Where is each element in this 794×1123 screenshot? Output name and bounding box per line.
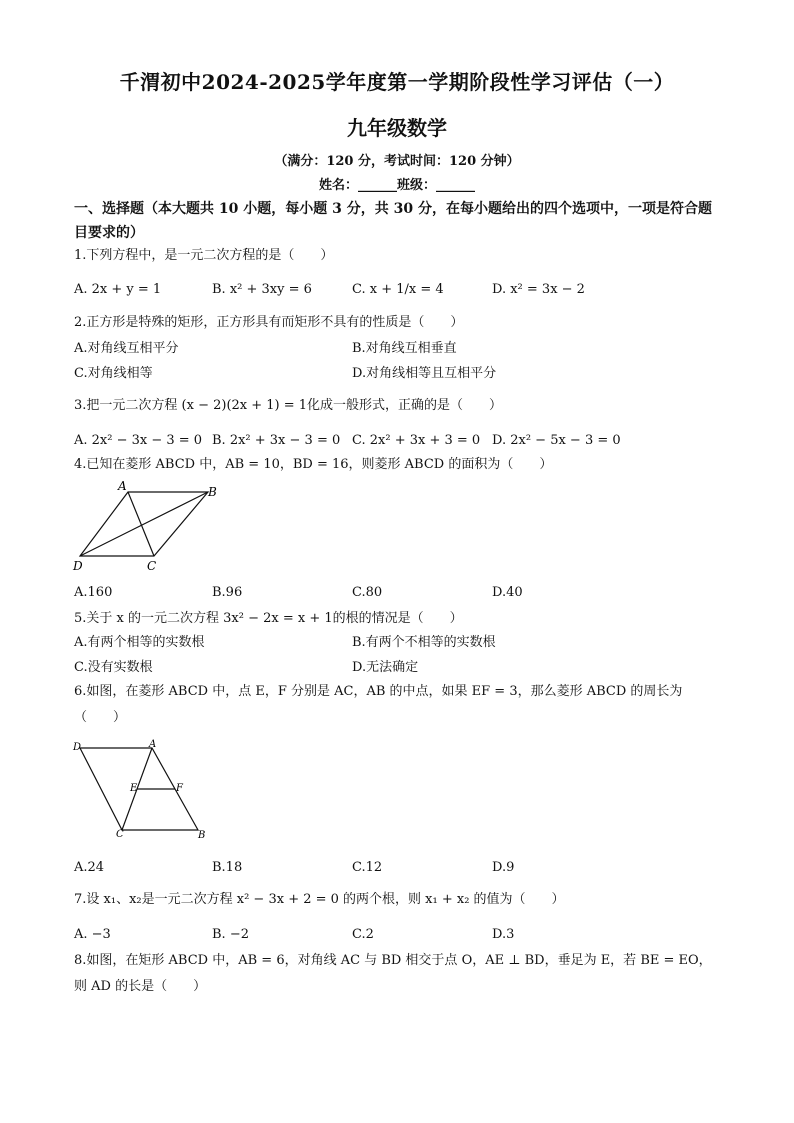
q7-option-d: D.3	[492, 927, 515, 942]
q5-option-b: B.有两个不相等的实数根	[352, 635, 496, 650]
question-5-stem: 5.关于 x 的一元二次方程 3x² − 2x = x + 1的根的情况是（ ）	[74, 611, 463, 626]
question-2-stem: 2.正方形是特殊的矩形，正方形具有而矩形不具有的性质是（ ）	[74, 315, 464, 330]
name-class-line: 姓名：______班级：______	[318, 178, 475, 193]
q1-option-d: D. x² = 3x − 2	[492, 282, 585, 297]
q5-option-c: C.没有实数根	[74, 660, 153, 675]
q6-option-c: C.12	[352, 860, 383, 875]
section-heading: 一、选择题（本大题共 10 小题，每小题 3 分，共 30 分，在每小题给出的四个选项中，一项是符合题目要求的）	[74, 201, 712, 241]
rhombus-figure-q6	[70, 736, 220, 840]
q6-label-a: A	[149, 739, 157, 750]
q7-option-c: C.2	[352, 927, 374, 942]
q3-option-d: D. 2x² − 5x − 3 = 0	[492, 433, 621, 448]
exam-subtitle: 九年级数学	[347, 116, 447, 140]
q4-label-d: D	[73, 559, 83, 573]
q6-label-c: C	[116, 829, 124, 840]
question-7-stem: 7.设 x₁、x₂是一元二次方程 x² − 3x + 2 = 0 的两个根，则 x₁ + x₂ 的值为（ ）	[74, 892, 565, 907]
question-3-stem: 3.把一元二次方程 (x − 2)(2x + 1) = 1化成一般形式，正确的是（ ）	[74, 398, 503, 413]
q1-option-c: C. x + 1/x = 4	[352, 282, 444, 297]
q1-option-b: B. x² + 3xy = 6	[212, 282, 312, 297]
q7-option-b: B. −2	[212, 927, 249, 942]
exam-meta: （满分：120 分，考试时间：120 分钟）	[274, 154, 520, 169]
q4-label-b: B	[208, 485, 217, 499]
q6-label-e: E	[130, 783, 138, 794]
q6-option-a: A.24	[74, 860, 105, 875]
rhombus-figure-q4	[70, 478, 230, 576]
q4-option-a: A.160	[74, 585, 113, 600]
q1-option-a: A. 2x + y = 1	[74, 282, 162, 297]
question-6-stem: 6.如图，在菱形 ABCD 中，点 E，F 分别是 AC，AB 的中点，如果 EF = 3，那么菱形 ABCD 的周长为（ ）	[74, 684, 683, 725]
q4-label-a: A	[118, 479, 127, 493]
question-4-stem: 4.已知在菱形 ABCD 中，AB = 10，BD = 16，则菱形 ABCD 的面积为（ ）	[74, 457, 553, 472]
q3-option-c: C. 2x² + 3x + 3 = 0	[352, 433, 481, 448]
q4-label-c: C	[147, 559, 157, 573]
q4-option-c: C.80	[352, 585, 383, 600]
q6-option-b: B.18	[212, 860, 243, 875]
q6-option-d: D.9	[492, 860, 515, 875]
q6-label-d: D	[73, 742, 82, 753]
q3-option-b: B. 2x² + 3x − 3 = 0	[212, 433, 341, 448]
q4-option-d: D.40	[492, 585, 523, 600]
q4-option-b: B.96	[212, 585, 243, 600]
q7-option-a: A. −3	[74, 927, 111, 942]
q2-option-b: B.对角线互相垂直	[352, 341, 457, 356]
q6-label-b: B	[198, 830, 206, 840]
q2-option-d: D.对角线相等且互相平分	[352, 366, 497, 381]
q3-option-a: A. 2x² − 3x − 3 = 0	[74, 433, 203, 448]
exam-title: 千渭初中2024-2025学年度第一学期阶段性学习评估（一）	[119, 70, 675, 94]
question-8-stem: 8.如图，在矩形 ABCD 中，AB = 6，对角线 AC 与 BD 相交于点 O，AE ⊥ BD，垂足为 E，若 BE = EO，则 AD 的长是（ ）	[74, 953, 712, 994]
q2-option-c: C.对角线相等	[74, 366, 153, 381]
q6-label-f: F	[176, 783, 183, 794]
q2-option-a: A.对角线互相平分	[74, 341, 179, 356]
question-1-stem: 1.下列方程中，是一元二次方程的是（ ）	[74, 248, 334, 263]
q5-option-a: A.有两个相等的实数根	[74, 635, 205, 650]
q5-option-d: D.无法确定	[352, 660, 419, 675]
